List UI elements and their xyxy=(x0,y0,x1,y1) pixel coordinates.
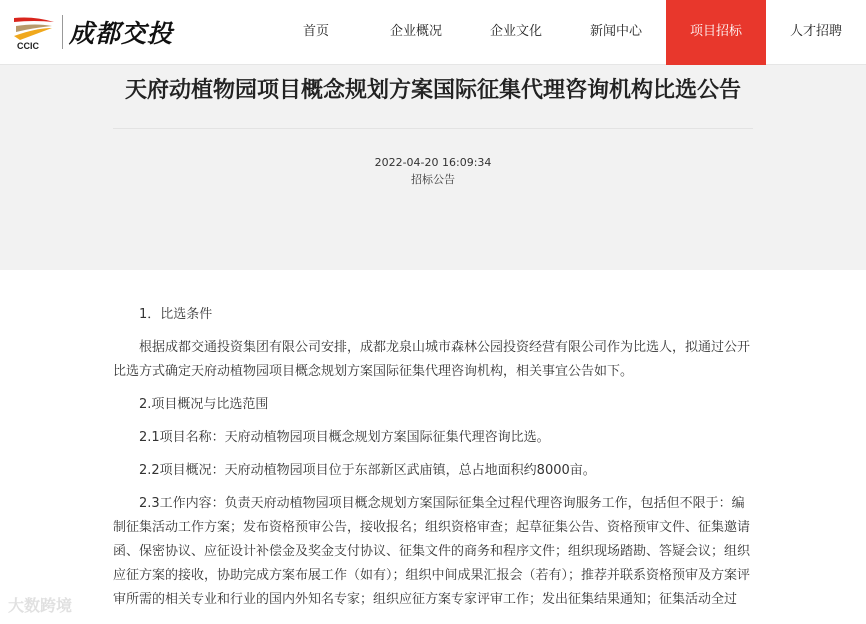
logo[interactable] xyxy=(12,14,173,50)
logo-divider xyxy=(62,15,63,49)
main-nav xyxy=(266,0,866,65)
nav-home[interactable]: 首页 xyxy=(302,24,329,39)
article-title: 天府动植物园项目概念规划方案国际征集代理咨询机构比选公告 xyxy=(113,75,753,129)
article-meta xyxy=(0,154,866,188)
nav-news-center[interactable]: 新闻中心 xyxy=(589,24,642,39)
article-category: 招标公告 xyxy=(411,173,455,186)
nav-project-bidding[interactable]: 项目招标 xyxy=(666,0,766,65)
nav-careers[interactable]: 人才招聘 xyxy=(789,24,842,39)
paragraph: 2.2项目概况：天府动植物园项目位于东部新区武庙镇，总占地面积约8000亩。 xyxy=(139,463,596,478)
paragraph: 1．比选条件 xyxy=(139,307,213,322)
site-header xyxy=(0,0,866,65)
logo-text: 成都交投 xyxy=(69,19,174,48)
paragraph: 2.1项目名称：天府动植物园项目概念规划方案国际征集代理咨询比选。 xyxy=(139,430,550,445)
article-body xyxy=(113,270,753,612)
article-datetime: 2022-04-20 16:09:34 xyxy=(374,156,492,169)
paragraph: 2.项目概况与比选范围 xyxy=(139,397,269,412)
nav-company-overview[interactable]: 企业概况 xyxy=(389,24,442,39)
nav-corporate-culture[interactable]: 企业文化 xyxy=(489,24,542,39)
paragraph: 根据成都交通投资集团有限公司安排，成都龙泉山城市森林公园投资经营有限公司作为比选人，拟通过公开比选方式确定天府动植物园项目概念规划方案国际征集代理咨询机构，相关事宜公告如下。 xyxy=(113,340,751,379)
paragraph: 2.3工作内容：负责天府动植物园项目概念规划方案国际征集全过程代理咨询服务工作，包括但不限于：编制征集活动工作方案；发布资格预审公告，接收报名；组织资格审查；起草征集公告、资格预审文件、征集邀请函、保密协议、应征设计补偿金及奖金支付协议、征集文件的商务和程序文件；组织现场踏勘、答疑会议；组织应征方案的接收，协助完成方案布展工作（如有）；组织中间成果汇报会（若有）；推荐并联系资格预审及方案评审所需的相关专业和行业的国内外知名专家；组织应征方案专家评审工作；发出征集结果通知；征集活动全过 xyxy=(113,496,751,607)
article-header xyxy=(0,65,866,270)
ccic-logo-icon xyxy=(12,14,56,50)
watermark: 大数跨境 xyxy=(8,596,73,615)
svg-text:CCIC: CCIC xyxy=(17,41,39,50)
